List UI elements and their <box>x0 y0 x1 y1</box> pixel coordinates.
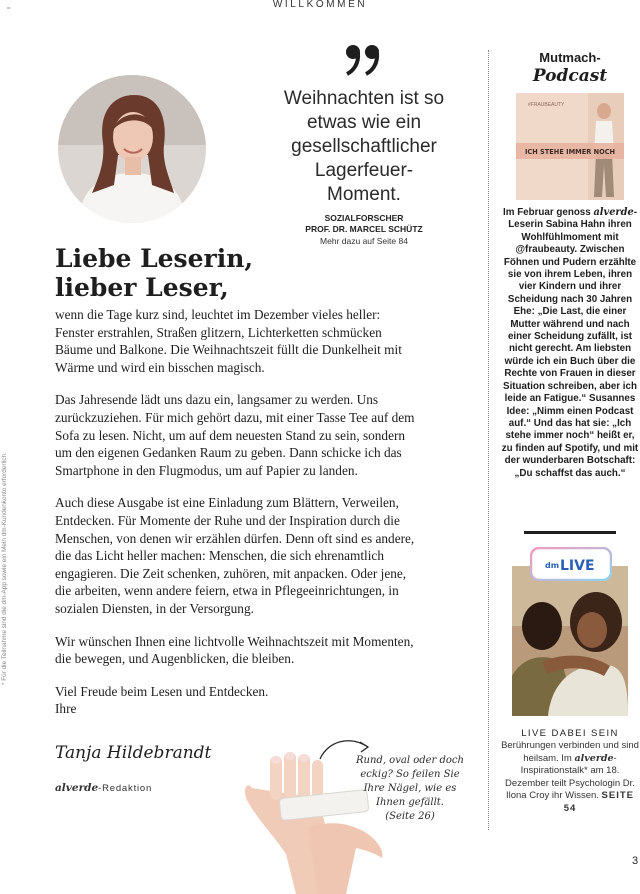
headline-line-1: Liebe Leserin, <box>55 244 254 273</box>
page-number: 3 <box>632 855 639 867</box>
closing-line-2: Ihre <box>55 701 77 717</box>
nail-shape-note <box>354 754 466 824</box>
live-heading: LIVE DABEI SEIN <box>521 728 619 739</box>
letter-paragraph: Auch diese Ausgabe ist eine Einladung zum Blättern, Verweilen, Entdecken. Für Momente der Ruhe und der Inspiration durch die Menschen, von denen wir erzählen dürfen. Denn oft sind es andere, die das Licht heller machen: Menschen, die sich ehrenamtlich engagieren. Die Zeit schenken, zuhören, mit anpacken. Oder jene, die arbeiten, wenn andere feiern, etwa in Pflegeeinrichtungen, in sozialen Diensten, in der Versorgung. <box>55 495 415 616</box>
letter-paragraph: wenn die Tage kurz sind, leuchtet im Dezember vieles heller: Fenster erstrahlen, Straßen glitzern, Lichterketten schmücken Bäume und Balkone. Die Weihnachtszeit füllt die Dunkelheit mit Wärme und wird ein bisschen magisch. <box>55 307 402 375</box>
side-footnote <box>1 385 11 685</box>
podcast-article <box>500 207 640 480</box>
editor-signature: Tanja Hildebrandt <box>55 743 212 763</box>
letter-closing <box>55 683 415 718</box>
headline-line-2: lieber Leser, <box>55 273 229 302</box>
podcast-text-rest: -Leserin Sabina Hahn ihren Wohlfühlmoment mit @fraubeauty. Zwischen Föhnen und Pudern erzählte sie von ihrem Leben, ihren vier Kindern und ihrer Scheidung nach 30 Jahren Ehe: „Die Last, die einer Mutter während und nach einer Scheidung zufällt, ist nicht gerecht. Am liebsten würde ich ein Buch über die Rechte von Frauen in dieser Situation schreiben, aber ich leide an Fatigue.“ Susannes Idee: „Nimm einen Podcast auf.“ Und das hat sie: „Ich stehe immer noch“ heißt er, zu finden auf Spotify, und mit der wunderbaren Botschaft: „Du schaffst das auch.“ <box>501 207 639 479</box>
section-label: WILLKOMMEN <box>272 0 368 10</box>
quote-mark-icon <box>343 40 383 80</box>
brand-suffix: -Redaktion <box>98 783 153 794</box>
podcast-cover-tag: #FRAUBEAUTY <box>528 102 565 108</box>
hand-note-line: (Seite 26) <box>385 811 435 822</box>
live-text-rest: -Inspirationstalk* am 18. Dezember teilt Psychologin Dr. Ilona Croy ihr Wissen. <box>505 752 635 802</box>
section-rule <box>524 531 616 534</box>
podcast-title-line-1: Mutmach- <box>539 50 601 65</box>
podcast-title-line-2: Podcast <box>532 66 608 86</box>
live-brand: alverde <box>574 752 614 764</box>
corner-mark: = <box>6 5 12 12</box>
hand-note-line: Ihre Nägel, wie es <box>363 783 457 794</box>
hand-note-line: Rund, oval oder doch <box>356 755 464 766</box>
quote-author-role: SOZIALFORSCHER <box>324 213 404 223</box>
side-footnote-text: * Für die Teilnahme sind die dm-App sowie ein Mein dm-Kundenkonto erforderlich. <box>1 452 8 685</box>
podcast-brand: alverde <box>593 207 634 218</box>
dm-live-badge <box>530 547 612 581</box>
podcast-cover-image <box>516 93 624 200</box>
podcast-text-start: Im Februar genoss <box>503 207 591 218</box>
brand-name: alverde <box>55 782 99 794</box>
editorial-team <box>55 782 152 794</box>
live-text-start: Berührungen verbinden und sind heilsam. Im <box>501 740 639 764</box>
quote-author-name: PROF. DR. MARCEL SCHÜTZ <box>305 224 423 234</box>
closing-line-1: Viel Freude beim Lesen und Entdecken. <box>55 683 269 699</box>
badge-live-text: LIVE <box>560 558 595 574</box>
letter-paragraph: Wir wünschen Ihnen eine lichtvolle Weihnachtszeit mit Momenten, die bewegen, und Augenblicken, die bleiben. <box>55 633 414 667</box>
badge-brand: dm <box>545 561 560 570</box>
quote-page-reference: Mehr dazu auf Seite 84 <box>320 236 408 246</box>
pull-quote: Weihnachten ist so etwas wie ein gesellschaftlicher Lagerfeuer-Moment. <box>283 88 445 205</box>
live-page-reference: SEITE 54 <box>563 790 634 814</box>
hand-note-line: eckig? So feilen Sie <box>360 769 460 780</box>
column-divider <box>488 50 489 830</box>
editor-portrait <box>58 75 206 223</box>
live-article <box>500 740 640 816</box>
letter-body <box>55 306 415 718</box>
letter-paragraph: Das Jahresende lädt uns dazu ein, langsamer zu werden. Uns zurückzuziehen. Für mich gehört dazu, mit einer Tasse Tee auf dem Sofa zu lesen. Nicht, um auf dem neuesten Stand zu sein, sondern um den eigenen Gedanken Raum zu geben. Dann schicke ich das Smartphone in den Flugmodus, um auf Papier zu landen. <box>55 392 415 478</box>
hand-note-line: Ihnen gefällt. <box>376 797 444 808</box>
letter-headline <box>55 244 253 302</box>
hug-photo <box>512 566 628 716</box>
podcast-cover-title: ICH STEHE IMMER NOCH <box>524 148 616 156</box>
